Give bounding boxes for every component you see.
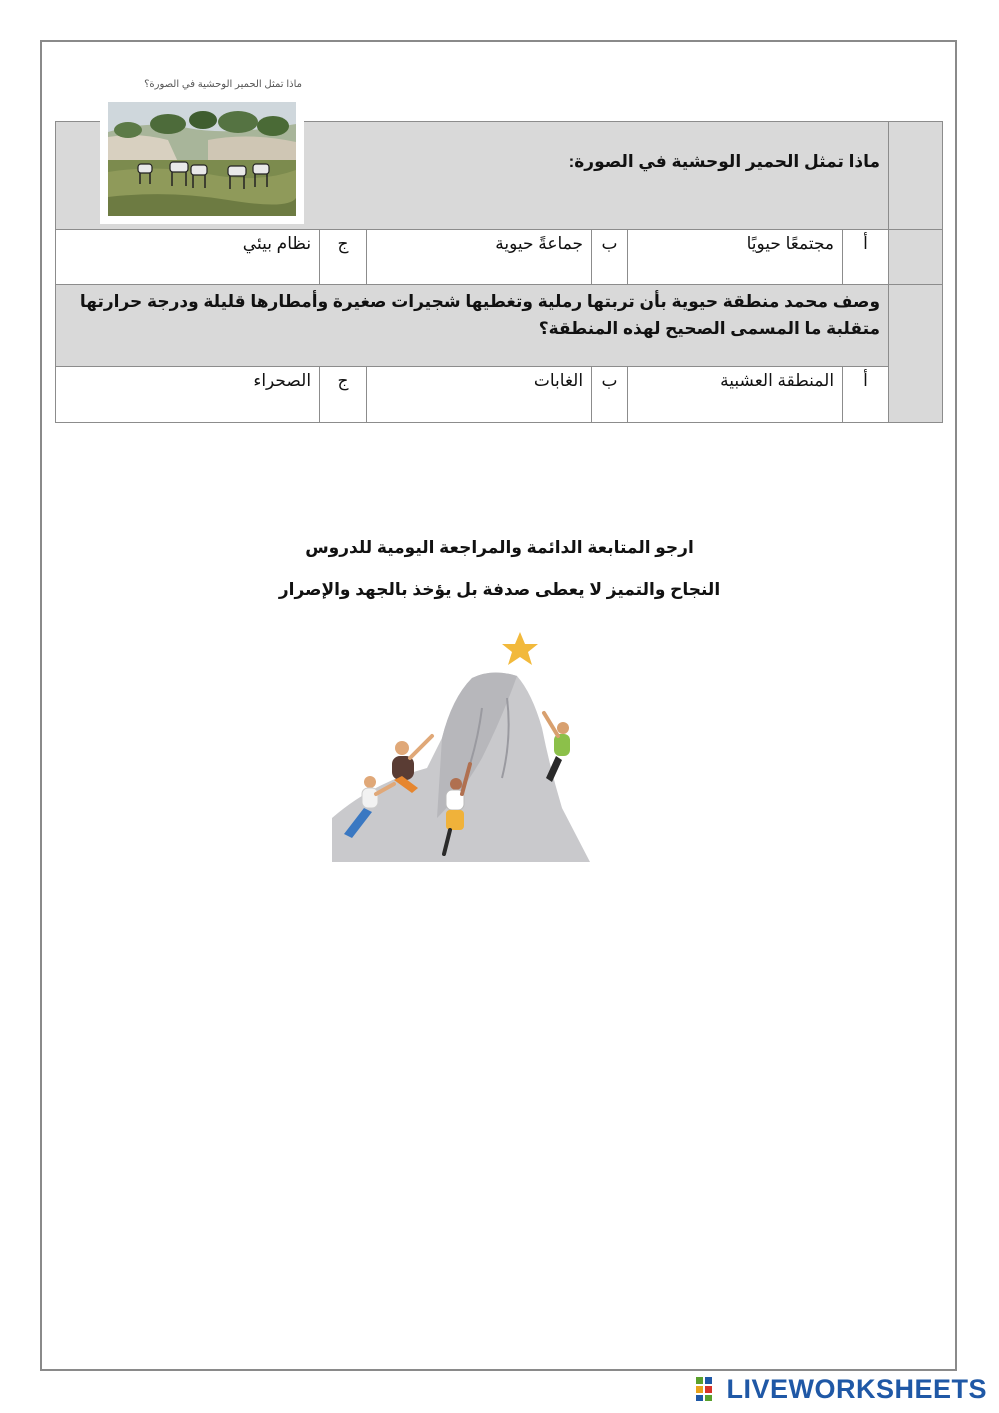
question-1-options-row xyxy=(56,230,943,285)
option-b-answer[interactable]: الغابات xyxy=(367,367,592,423)
question-2-row xyxy=(56,285,943,367)
question-1-text: ماذا تمثل الحمير الوحشية في الصورة: xyxy=(56,122,889,230)
option-c-answer[interactable]: نظام بيئي xyxy=(56,230,320,285)
climbers-illustration xyxy=(332,618,590,862)
question-2-text: وصف محمد منطقة حيوية بأن تربتها رملية وتغطيها شجيرات صغيرة وأمطارها قليلة ودرجة حرارتها متقلبة ما المسمى الصحيح لهذه المنطقة؟ xyxy=(56,285,889,367)
option-a-answer[interactable]: مجتمعًا حيويًا xyxy=(628,230,843,285)
zebra-photo xyxy=(100,94,304,224)
option-a-answer[interactable]: المنطقة العشبية xyxy=(628,367,843,423)
option-letter: ب xyxy=(592,230,628,285)
photo-caption: ماذا تمثل الحمير الوحشية في الصورة؟ xyxy=(136,79,302,90)
option-c-answer[interactable]: الصحراء xyxy=(56,367,320,423)
footer-line-1: ارجو المتابعة الدائمة والمراجعة اليومية للدروس xyxy=(305,538,694,557)
option-letter: ج xyxy=(320,367,367,423)
option-letter: ج xyxy=(320,230,367,285)
brand-name: LIVEWORKSHEETS xyxy=(726,1373,987,1404)
option-letter: ب xyxy=(592,367,628,423)
option-letter: أ xyxy=(843,367,889,423)
question-2-options-row xyxy=(56,367,943,423)
footer-line-2: النجاح والتميز لا يعطى صدفة بل يؤخذ بالجهد والإصرار xyxy=(278,580,721,599)
option-b-answer[interactable]: جماعةً حيوية xyxy=(367,230,592,285)
option-letter: أ xyxy=(843,230,889,285)
liveworksheets-icon xyxy=(696,1377,722,1401)
liveworksheets-logo xyxy=(696,1374,987,1404)
zebra-scene-image xyxy=(108,102,296,216)
